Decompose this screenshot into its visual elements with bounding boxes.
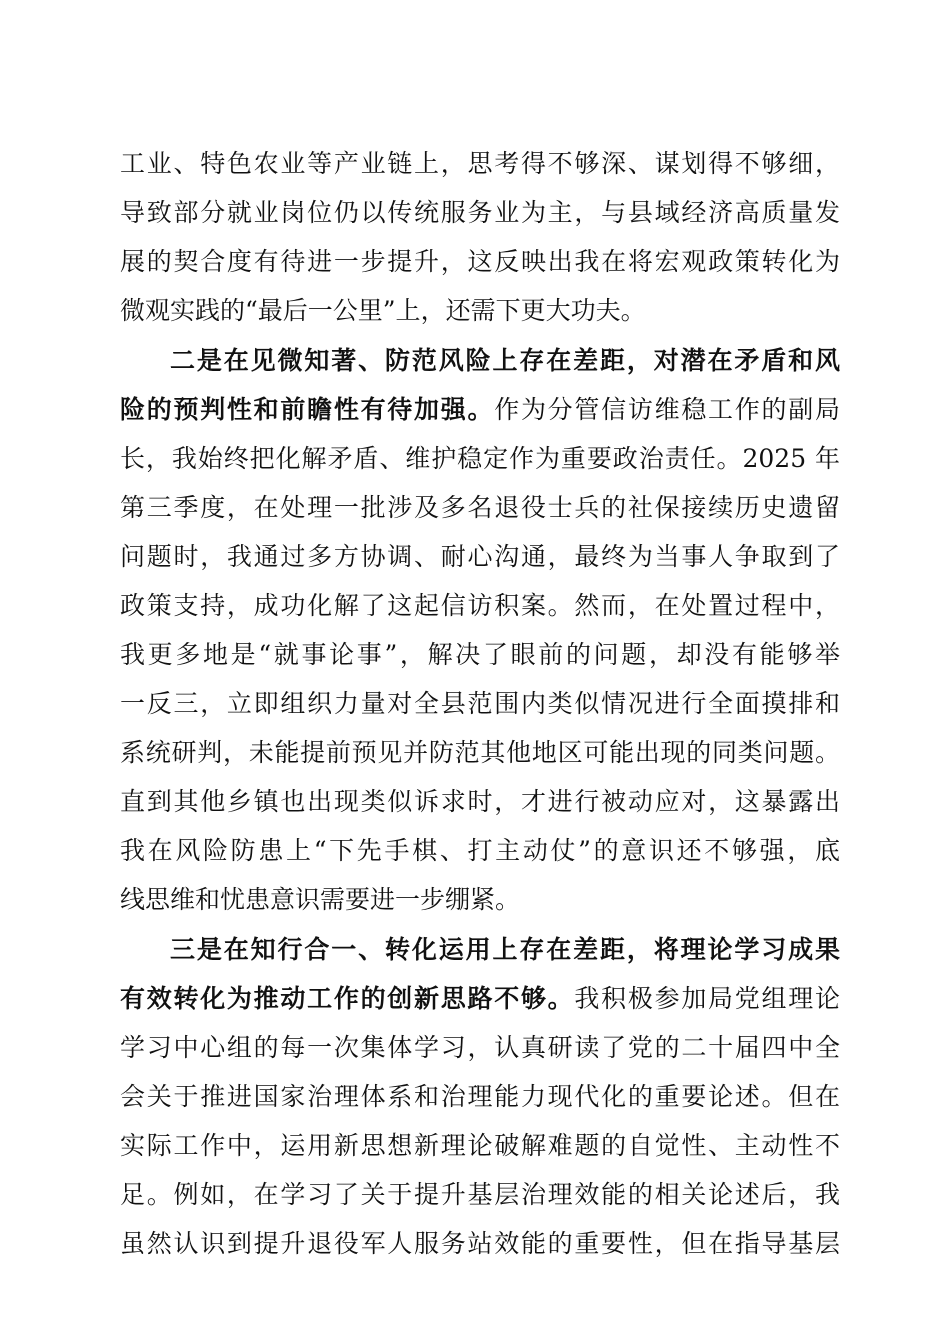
line-text: 政策支持，成功化解了这起信访积案。然而，在处置过程中， <box>120 591 840 620</box>
text-line <box>120 1024 840 1072</box>
text-line <box>120 189 840 237</box>
line-text: 导致部分就业岗位仍以传统服务业为主，与县域经济高质量发 <box>120 198 840 227</box>
text-line <box>120 1122 840 1170</box>
text-line <box>120 1171 840 1219</box>
line-text: 我在风险防患上“下先手棋、打主动仗”的意识还不够强，底 <box>120 836 840 865</box>
line-text: 我积极参加局党组理论 <box>574 984 840 1013</box>
text-line <box>120 386 840 434</box>
line-text: 系统研判，未能提前预见并防范其他地区可能出现的同类问题。 <box>120 738 840 767</box>
line-text: 展的契合度有待进一步提升，这反映出我在将宏观政策转化为 <box>120 247 840 276</box>
text-line <box>170 337 840 385</box>
text-line <box>120 729 840 777</box>
text-line <box>120 435 840 483</box>
line-text: 会关于推进国家治理体系和治理能力现代化的重要论述。但在 <box>120 1082 840 1111</box>
line-text-bold: 险的预判性和前瞻性有待加强。 <box>120 395 495 424</box>
line-text-bold: 三是在知行合一、转化运用上存在差距，将理论学习成果 <box>170 935 840 964</box>
line-text: 足。例如，在学习了关于提升基层治理效能的相关论述后，我 <box>120 1180 840 1209</box>
line-text: 直到其他乡镇也出现类似诉求时，才进行被动应对，这暴露出 <box>120 787 840 816</box>
line-text: 虽然认识到提升退役军人服务站效能的重要性，但在指导基层 <box>120 1229 840 1258</box>
line-text: 一反三，立即组织力量对全县范围内类似情况进行全面摸排和 <box>120 689 840 718</box>
line-text-bold: 二是在见微知著、防范风险上存在差距，对潜在矛盾和风 <box>170 346 840 375</box>
line-text: 第三季度，在处理一批涉及多名退役士兵的社保接续历史遗留 <box>120 493 840 522</box>
text-line <box>120 582 840 630</box>
text-line <box>120 680 840 728</box>
text-line <box>170 926 840 974</box>
text-line <box>120 876 840 924</box>
line-text: 实际工作中，运用新思想新理论破解难题的自觉性、主动性不 <box>120 1131 840 1160</box>
text-line <box>120 484 840 532</box>
line-text: 问题时，我通过多方协调、耐心沟通，最终为当事人争取到了 <box>120 542 840 571</box>
text-line <box>120 533 840 581</box>
line-text: 微观实践的“最后一公里”上，还需下更大功夫。 <box>120 296 646 325</box>
text-line <box>120 238 840 286</box>
text-line <box>120 778 840 826</box>
text-line <box>120 631 840 679</box>
text-line <box>120 140 840 188</box>
line-text: 我更多地是“就事论事”，解决了眼前的问题，却没有能够举 <box>120 640 840 669</box>
line-text: 学习中心组的每一次集体学习，认真研读了党的二十届四中全 <box>120 1033 840 1062</box>
text-line <box>120 827 840 875</box>
line-text: 作为分管信访维稳工作的副局 <box>494 395 840 424</box>
line-text: 工业、特色农业等产业链上，思考得不够深、谋划得不够细， <box>120 149 840 178</box>
text-line <box>120 975 840 1023</box>
line-text: 长，我始终把化解矛盾、维护稳定作为重要政治责任。2025 年 <box>120 444 840 473</box>
text-line <box>120 287 840 335</box>
line-text: 线思维和忧患意识需要进一步绷紧。 <box>120 885 521 914</box>
line-text-bold: 有效转化为推动工作的创新思路不够。 <box>120 984 575 1013</box>
text-line <box>120 1220 840 1268</box>
text-line <box>120 1073 840 1121</box>
